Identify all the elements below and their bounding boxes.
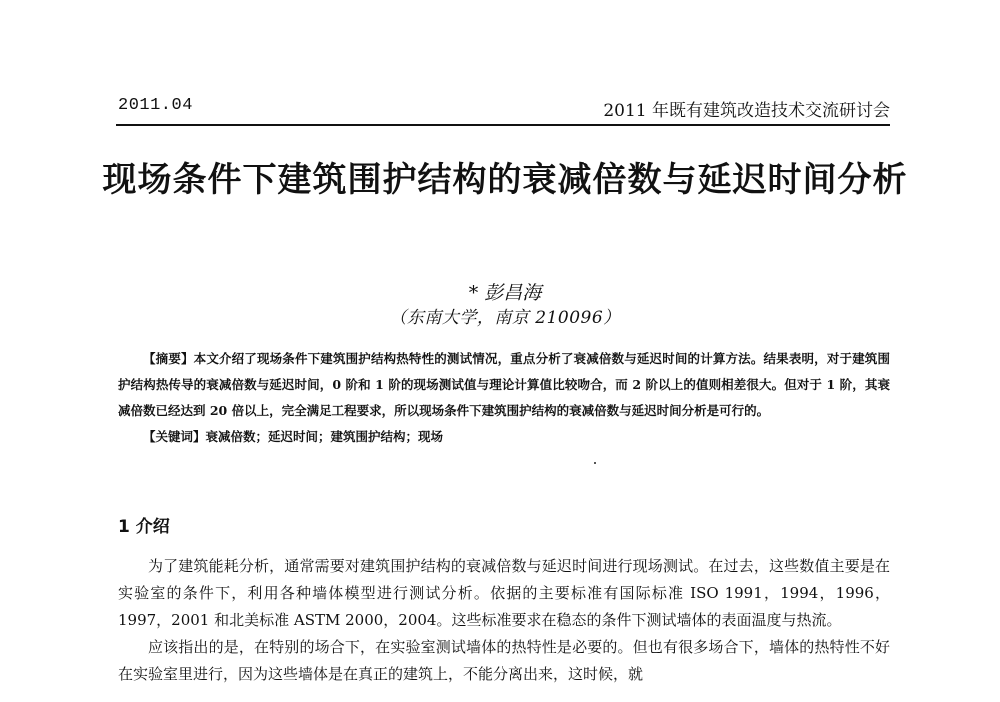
abstract-paragraph xyxy=(118,346,890,424)
author-affiliation: （东南大学，南京 210096） xyxy=(389,308,621,328)
introduction-body xyxy=(118,553,890,688)
keywords-label: 【关键词】 xyxy=(143,429,206,444)
section-heading-introduction: 1 介绍 xyxy=(118,517,170,537)
body-paragraph: 为了建筑能耗分析，通常需要对建筑围护结构的衰减倍数与延迟时间进行现场测试。在过去，这些数值主要是在实验室的条件下，利用各种墙体模型进行测试分析。依据的主要标准有国际标准 ISO 1991，1994，1996，1997，2001 和北美标准 ASTM 2000，2004。这些标准要求在稳态的条件下测试墙体的表面温度与热流。 xyxy=(118,557,890,629)
paper-title: 现场条件下建筑围护结构的衰减倍数与延迟时间分析 xyxy=(102,160,908,200)
body-paragraph: 应该指出的是，在特别的场合下，在实验室测试墙体的热特性是必要的。但也有很多场合下，墙体的热特性不好在实验室里进行，因为这些墙体是在真正的建筑上，不能分离出来，这时候，就 xyxy=(118,638,890,683)
abstract-block xyxy=(118,346,890,450)
header-rule xyxy=(116,124,890,126)
author-name: * 彭昌海 xyxy=(468,282,542,304)
conference-name: 2011 年既有建筑改造技术交流研讨会 xyxy=(603,101,890,121)
scan-speck xyxy=(594,462,596,464)
keywords-paragraph xyxy=(118,424,890,450)
abstract-label: 【摘要】 xyxy=(143,351,194,366)
running-header xyxy=(118,96,890,120)
keywords-text: 衰减倍数；延迟时间；建筑围护结构；现场 xyxy=(205,429,444,444)
issue-date: 2011.04 xyxy=(118,96,193,115)
abstract-text: 本文介绍了现场条件下建筑围护结构热特性的测试情况，重点分析了衰减倍数与延迟时间的计算方法。结果表明，对于建筑围护结构热传导的衰减倍数与延迟时间，0 阶和 1 阶的现场测试值与理论计算值比较吻合，而 2 阶以上的值则相差很大。但对于 1 阶，其衰减倍数已经达到 20 倍以上，完全满足工程要求，所以现场条件下建筑围护结构的衰减倍数与延迟时间分析是可行的。 xyxy=(118,351,890,418)
